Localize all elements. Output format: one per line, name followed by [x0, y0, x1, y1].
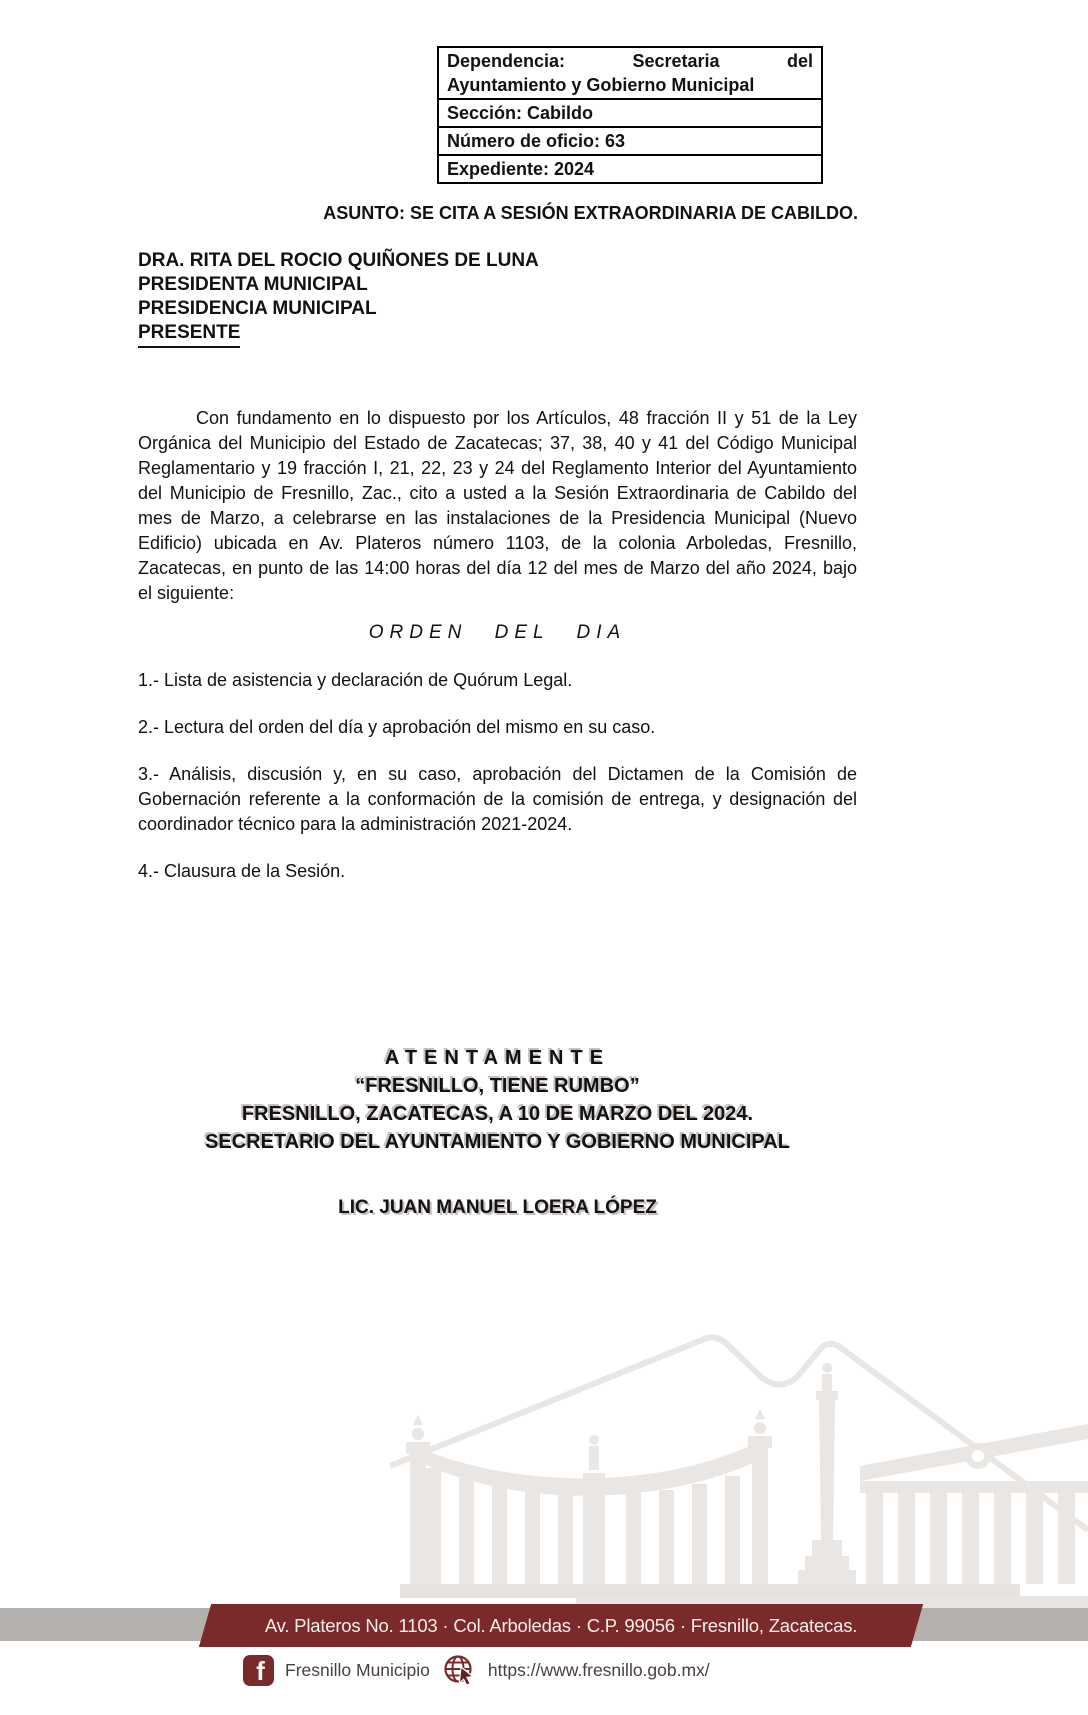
table-row-seccion: Sección: Cabildo [439, 100, 821, 128]
addressee-present: PRESENTE [138, 321, 539, 348]
header-reference-table [437, 46, 823, 184]
addressee-name: DRA. RITA DEL ROCIO QUIÑONES DE LUNA [138, 250, 539, 271]
agenda-list [138, 668, 857, 906]
addressee-office: PRESIDENCIA MUNICIPAL [138, 298, 377, 319]
dependencia-line1 [447, 49, 813, 73]
closing-slogan: “FRESNILLO, TIENE RUMBO” [355, 1075, 640, 1097]
statue-silhouette [589, 1446, 599, 1470]
obelisk-statue [822, 1363, 832, 1373]
closing-date-line: FRESNILLO, ZACATECAS, A 10 DE MARZO DEL 2024. [241, 1103, 754, 1125]
dependencia-value-word2: del [786, 51, 813, 71]
facebook-icon: f [243, 1655, 274, 1686]
footer-address-text: Av. Plateros No. 1103 · Col. Arboledas · C.P. 99056 · Fresnillo, Zacatecas. [264, 1614, 858, 1636]
addressee-title: PRESIDENTA MUNICIPAL [138, 274, 368, 295]
closing-block [138, 1044, 857, 1156]
subject-line: ASUNTO: SE CITA A SESIÓN EXTRAORDINARIA DE CABILDO. [323, 203, 858, 223]
agenda-item-3: 3.- Análisis, discusión y, en su caso, aprobación del Dictamen de la Comisión de Gobernación referente a la conformación de la comisión de entrega, y designación del coordinador técnico para la administración 2021-2024. [138, 764, 857, 834]
facebook-label: Fresnillo Municipio [285, 1659, 430, 1680]
addressee-block [138, 249, 539, 348]
closing-atentamente: ATENTAMENTE [384, 1047, 611, 1069]
globe-cursor-icon [441, 1652, 477, 1688]
table-row-dependencia [439, 48, 821, 100]
dependencia-label: Dependencia: [447, 51, 566, 71]
agenda-item-4: 4.- Clausura de la Sesión. [138, 861, 346, 881]
closing-secretary-title: SECRETARIO DEL AYUNTAMIENTO Y GOBIERNO MUNICIPAL [205, 1131, 790, 1153]
agenda-title: ORDEN DEL DIA [368, 622, 627, 643]
monument-watermark [330, 1228, 1088, 1608]
website-url: https://www.fresnillo.gob.mx/ [487, 1659, 710, 1680]
body-paragraph: Con fundamento en lo dispuesto por los Artículos, 48 fracción II y 51 de la Ley Orgánica del Municipio del Estado de Zacatecas; 37, 38, 40 y 41 del Código Municipal Reglamentario y 19 fracción I, 21, 22, 23 y 24 del Reglamento Interior del Ayuntamiento del Municipio de Fresnillo, Zac., cito a usted a la Sesión Extraordinaria de Cabildo del mes de Marzo, a celebrarse en las instalaciones de la Presidencia Municipal (Nuevo Edificio) ubicada en Av. Plateros número 1103, de la colonia Arboledas, Fresnillo, Zacatecas, en punto de las 14:00 horas del día 12 del mes de Marzo del año 2024, bajo el siguiente: [138, 408, 857, 603]
table-row-expediente: Expediente: 2024 [447, 159, 595, 179]
agenda-item-1: 1.- Lista de asistencia y declaración de Quórum Legal. [138, 670, 573, 690]
obelisk-shaft [819, 1400, 835, 1540]
footer-social-row [243, 1651, 710, 1689]
signature-name: LIC. JUAN MANUEL LOERA LÓPEZ [338, 1197, 657, 1218]
monument-base [400, 1584, 1020, 1598]
table-row-numero-oficio: Número de oficio: 63 [439, 128, 821, 156]
agenda-item-2: 2.- Lectura del orden del día y aprobación del mismo en su caso. [138, 717, 656, 737]
dependencia-line2: Ayuntamiento y Gobierno Municipal [447, 75, 755, 95]
dependencia-value-word1: Secretaria [632, 51, 720, 71]
